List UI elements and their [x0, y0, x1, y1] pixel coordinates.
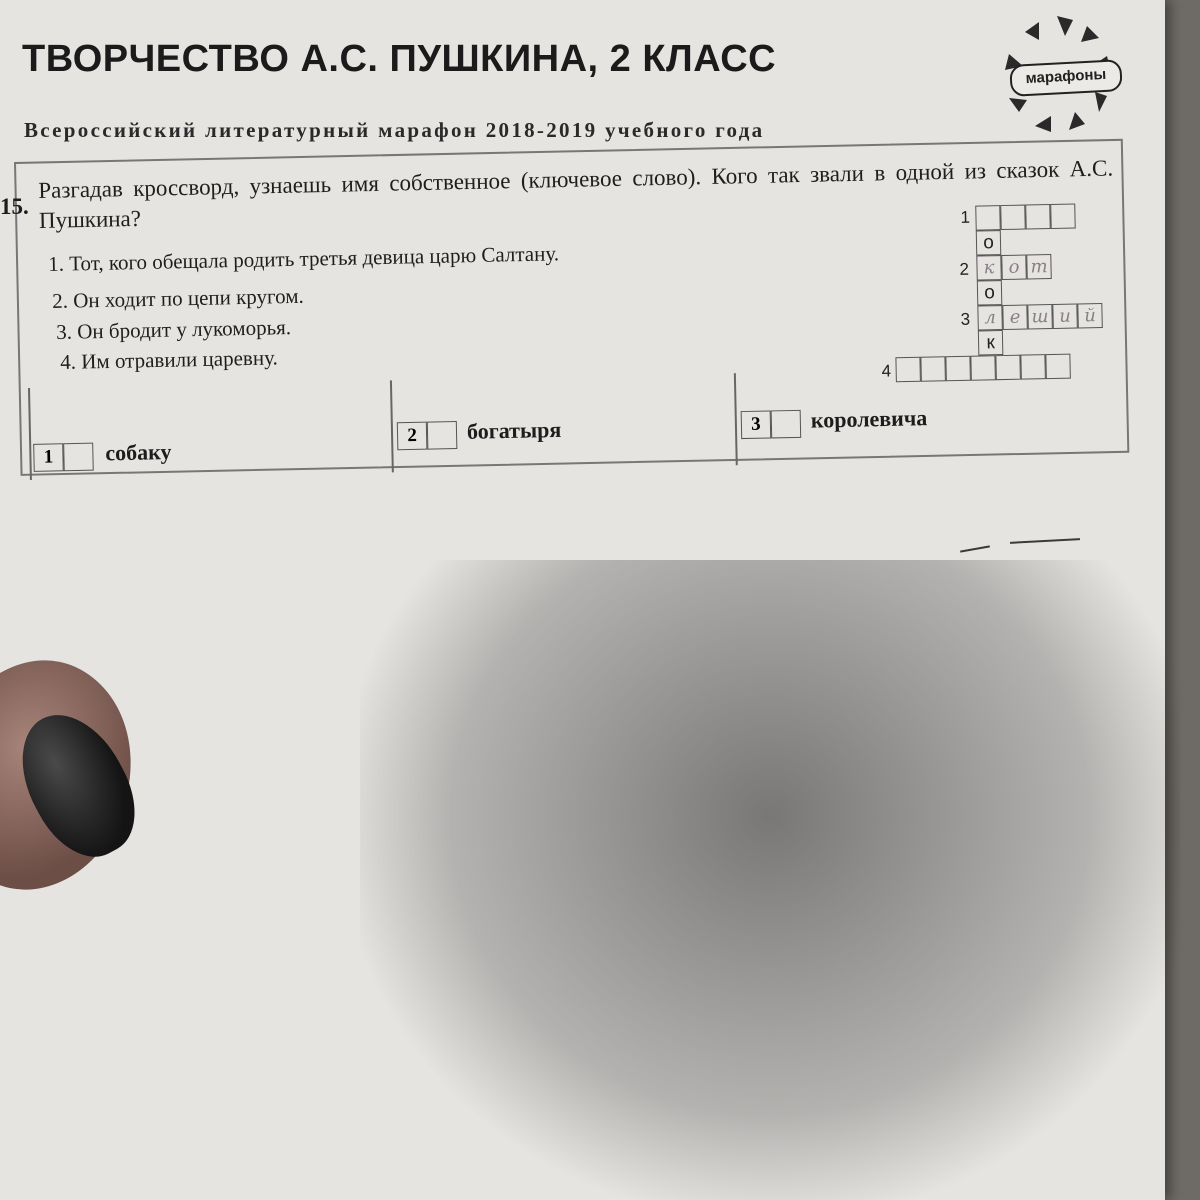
crossword-cell-answer[interactable]: о — [1001, 255, 1027, 281]
answer-number-2: 2 — [397, 422, 428, 451]
answer-number-1: 1 — [33, 443, 64, 472]
row-number-1: 1 — [960, 207, 971, 227]
crossword-cell[interactable] — [1025, 204, 1051, 230]
crossword-cell-answer[interactable]: и — [1052, 303, 1078, 329]
crossword-cell-answer[interactable]: т — [1026, 254, 1052, 280]
answer-checkbox-1[interactable] — [63, 443, 94, 472]
answer-label-3: королевича — [810, 405, 928, 433]
answer-label-2: богатыря — [466, 416, 562, 444]
row-number-4: 4 — [881, 361, 892, 381]
row-number-2: 2 — [959, 259, 970, 279]
answer-checkbox-3[interactable] — [771, 410, 802, 439]
page-title: ТВОРЧЕСТВО А.С. ПУШКИНА, 2 КЛАСС — [22, 38, 777, 80]
answer-label-1: собаку — [105, 439, 172, 466]
crossword-cell-answer[interactable]: к — [976, 255, 1002, 281]
clue-1: 1. Тот, кого обещала родить третья девица царю Салтану. — [48, 241, 560, 276]
crossword-cell-answer[interactable]: л — [977, 305, 1003, 331]
answer-checkbox-2[interactable] — [427, 421, 458, 450]
crossword-cell[interactable] — [1000, 205, 1026, 231]
crossword-cell-key[interactable]: о — [976, 230, 1002, 256]
crossword-cell[interactable] — [1050, 203, 1076, 229]
divider — [734, 373, 738, 465]
task-number: 15. — [0, 194, 29, 219]
page-subtitle: Всероссийский литературный марафон 2018-2019 учебного года — [24, 118, 765, 142]
crossword-cell-answer[interactable]: й — [1077, 303, 1103, 329]
answer-number-3: 3 — [741, 410, 772, 439]
logo-label: марафоны — [1009, 59, 1123, 97]
row-number-3: 3 — [960, 309, 971, 329]
crossword-cell[interactable] — [975, 205, 1001, 231]
crossword-cell-key[interactable]: о — [977, 280, 1003, 306]
clue-2: 2. Он ходит по цепи кругом. — [52, 283, 304, 313]
crossword-cell-answer[interactable]: ш — [1027, 304, 1053, 330]
clue-3: 3. Он бродит у лукоморья. — [56, 315, 292, 344]
crossword-cell-answer[interactable]: е — [1002, 305, 1028, 331]
clue-4: 4. Им отравили царевну. — [60, 345, 278, 374]
task-question: Разгадав кроссворд, узнаешь имя собственное (ключевое слово). Кого так звали в одной из сказок А.С. Пушкина? — [38, 155, 1114, 233]
crossword-cell-key[interactable]: к — [978, 330, 1004, 356]
divider — [390, 380, 394, 472]
